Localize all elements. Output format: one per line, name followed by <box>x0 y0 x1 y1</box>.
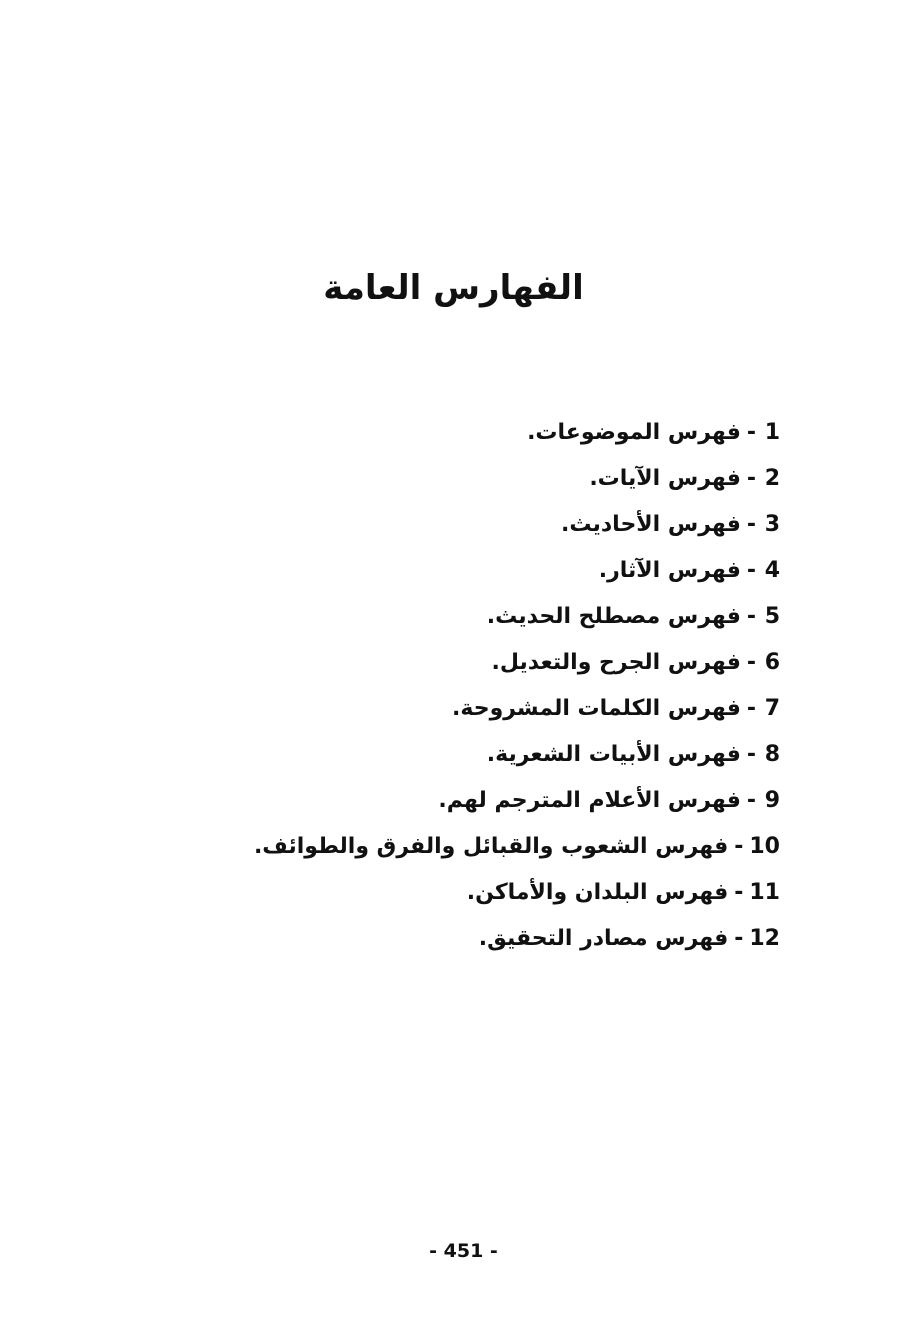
list-item-text: فهرس الأبيات الشعرية. <box>486 742 741 767</box>
list-item <box>160 548 780 594</box>
list-item-dash: - <box>746 696 756 721</box>
list-item-dash: - <box>746 558 756 583</box>
list-item-text: فهرس الأعلام المترجم لهم. <box>438 788 741 813</box>
list-item <box>160 640 780 686</box>
list-item-text: فهرس الأحاديث. <box>560 512 741 537</box>
list-item <box>160 732 780 778</box>
list-item-number: 5 <box>764 604 780 629</box>
list-item-number: 12 <box>749 926 780 951</box>
page-title: الفهارس العامة <box>323 268 584 308</box>
list-item-number: 6 <box>764 650 780 675</box>
page-number: - 451 - <box>429 1240 498 1262</box>
list-item-text: فهرس الآيات. <box>589 466 741 491</box>
list-item-text: فهرس الكلمات المشروحة. <box>452 696 741 721</box>
list-item-dash: - <box>746 466 756 491</box>
list-item-text: فهرس الجرح والتعديل. <box>491 650 741 675</box>
list-item <box>160 456 780 502</box>
list-item-number: 11 <box>749 880 780 905</box>
list-item-text: فهرس البلدان والأماكن. <box>466 880 729 905</box>
list-item <box>160 502 780 548</box>
list-item <box>160 778 780 824</box>
index-list <box>160 410 780 962</box>
list-item-number: 2 <box>764 466 780 491</box>
list-item <box>160 870 780 916</box>
list-item <box>160 686 780 732</box>
list-item-number: 3 <box>764 512 780 537</box>
list-item-text: فهرس الموضوعات. <box>527 420 741 445</box>
list-item <box>160 824 780 870</box>
list-item-number: 8 <box>764 742 780 767</box>
list-item-text: فهرس مصادر التحقيق. <box>478 926 729 951</box>
list-item-number: 9 <box>764 788 780 813</box>
list-item-dash: - <box>734 926 744 951</box>
list-item-text: فهرس الشعوب والقبائل والفرق والطوائف. <box>253 834 729 859</box>
list-item <box>160 410 780 456</box>
list-item-dash: - <box>746 512 756 537</box>
list-item-dash: - <box>746 604 756 629</box>
list-item-dash: - <box>746 788 756 813</box>
list-item-number: 4 <box>764 558 780 583</box>
list-item-number: 1 <box>764 420 780 445</box>
list-item-dash: - <box>746 742 756 767</box>
list-item-dash: - <box>734 834 744 859</box>
list-item-text: فهرس الآثار. <box>598 558 741 583</box>
list-item-text: فهرس مصطلح الحديث. <box>486 604 741 629</box>
list-item-number: 10 <box>749 834 780 859</box>
list-item-dash: - <box>746 650 756 675</box>
list-item-number: 7 <box>764 696 780 721</box>
list-item-dash: - <box>734 880 744 905</box>
list-item <box>160 594 780 640</box>
list-item <box>160 916 780 962</box>
list-item-dash: - <box>746 420 756 445</box>
